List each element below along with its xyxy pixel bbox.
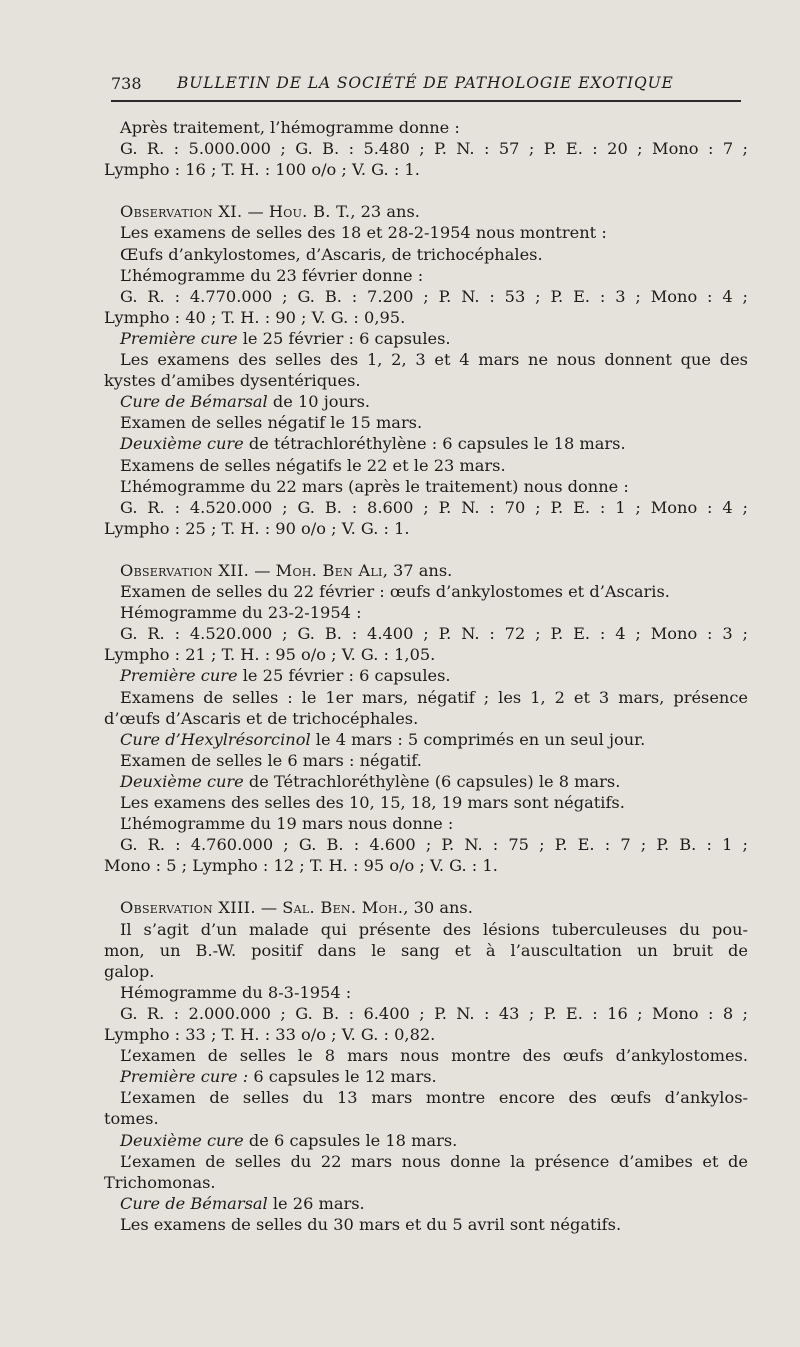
patient-name: Sal. Ben. Moh. (282, 898, 404, 918)
paragraph-gap (104, 876, 748, 897)
text-line: L’hémogramme du 19 mars nous donne : (120, 814, 454, 834)
text-line: Examens de selles négatifs le 22 et le 23 mars. (120, 455, 506, 475)
text-line: Lympho : 33 ; T. H. : 33 o/o ; V. G. : 0,82. (104, 1025, 436, 1045)
text-line: Lympho : 25 ; T. H. : 90 o/o ; V. G. : 1. (104, 518, 410, 538)
line-text: de tétrachloréthylène : 6 capsules le 18 mars. (243, 434, 626, 454)
observation-heading (104, 897, 748, 918)
text-line: Il s’agit d’un malade qui présente des lésions tuberculeuses du pou- (120, 919, 748, 939)
body-text (104, 117, 748, 1235)
line-text: de 6 capsules le 18 mars. (243, 1130, 458, 1150)
patient-name: Hou. B. T. (268, 202, 351, 222)
observation-label: Observation XII. (120, 560, 250, 580)
text-line: G. R. : 4.760.000 ; G. B. : 4.600 ; P. N. : 75 ; P. E. : 7 ; P. B. : 1 ; (120, 835, 748, 855)
text-line: G. R. : 2.000.000 ; G. B. : 6.400 ; P. N. : 43 ; P. E. : 16 ; Mono : 8 ; (120, 1003, 748, 1023)
treatment-label: Deuxième cure (120, 771, 244, 791)
text-line: L’examen de selles du 13 mars montre encore des œufs d’ankylos- (120, 1088, 748, 1108)
text-line: Les examens des selles des 10, 15, 18, 19 mars sont négatifs. (120, 793, 625, 812)
text-line: mon, un B.-W. positif dans le sang et à l’auscultation un bruit de (104, 940, 748, 960)
text-line: Les examens de selles des 18 et 28-2-1954 nous montrent : (120, 223, 607, 243)
text-line: G. R. : 4.770.000 ; G. B. : 7.200 ; P. N. : 53 ; P. E. : 3 ; Mono : 4 ; (120, 286, 748, 306)
text-line (104, 328, 748, 349)
line-text: 6 capsules le 12 mars. (248, 1067, 437, 1087)
treatment-label: Cure d’Hexylrésorcinol (120, 729, 311, 749)
text-line: L’examen de selles du 22 mars nous donne la présence d’amibes et de (120, 1151, 748, 1171)
text-line: Œufs d’ankylostomes, d’Ascaris, de trichocéphales. (120, 244, 543, 264)
text-line: Hémogramme du 8-3-1954 : (120, 982, 352, 1002)
header-rule (111, 100, 741, 102)
paragraph-gap (104, 539, 748, 560)
treatment-label: Première cure (120, 666, 238, 686)
text-line: kystes d’amibes dysentériques. (104, 371, 361, 391)
text-line: Lympho : 40 ; T. H. : 90 ; V. G. : 0,95. (104, 307, 406, 327)
line-text: de 10 jours. (267, 392, 371, 412)
text-line: Examen de selles négatif le 15 mars. (120, 413, 423, 433)
heading-dash: — (255, 898, 283, 918)
text-line (104, 1193, 748, 1214)
text-line: Mono : 5 ; Lympho : 12 ; T. H. : 95 o/o ; V. G. : 1. (104, 856, 498, 876)
text-line: L’examen de selles le 8 mars nous montre des œufs d’ankylostomes. (120, 1046, 748, 1066)
patient-name: Moh. Ben Ali (275, 560, 383, 580)
running-title: BULLETIN DE LA SOCIÉTÉ DE PATHOLOGIE EXOTIQUE (177, 74, 674, 92)
line-text: le 25 février : 6 capsules. (237, 328, 451, 348)
page-number: 738 (111, 74, 142, 93)
line-text: le 26 mars. (267, 1193, 365, 1213)
text-line (104, 391, 748, 412)
text-line: Lympho : 16 ; T. H. : 100 o/o ; V. G. : 1. (104, 160, 420, 180)
observation-label: Observation XI. (120, 202, 243, 222)
treatment-label: Cure de Bémarsal (120, 1193, 268, 1213)
observation-heading (104, 560, 748, 581)
text-line: Trichomonas. (104, 1172, 216, 1192)
line-text: le 25 février : 6 capsules. (237, 666, 451, 686)
text-line: G. R. : 5.000.000 ; G. B. : 5.480 ; P. N. : 57 ; P. E. : 20 ; Mono : 7 ; (120, 139, 748, 159)
treatment-label: Deuxième cure (120, 1130, 244, 1150)
text-line (104, 1066, 748, 1087)
treatment-label: Première cure (120, 328, 238, 348)
text-line: Hémogramme du 23-2-1954 : (120, 603, 362, 623)
line-text: le 4 mars : 5 comprimés en un seul jour. (310, 729, 646, 749)
line-text: de Tétrachloréthylène (6 capsules) le 8 mars. (243, 771, 621, 791)
text-line (104, 729, 748, 750)
text-line: G. R. : 4.520.000 ; G. B. : 8.600 ; P. N. : 70 ; P. E. : 1 ; Mono : 4 ; (120, 497, 748, 517)
text-line: galop. (104, 961, 155, 981)
text-line: Lympho : 21 ; T. H. : 95 o/o ; V. G. : 1,05. (104, 645, 436, 665)
text-line: L’hémogramme du 23 février donne : (120, 265, 424, 285)
patient-details: , 30 ans. (403, 898, 473, 918)
paragraph-gap (104, 180, 748, 201)
text-line: L’hémogramme du 22 mars (après le traitement) nous donne : (120, 476, 629, 496)
patient-details: , 37 ans. (382, 560, 453, 580)
heading-dash: — (242, 202, 269, 222)
treatment-label: Cure de Bémarsal (120, 392, 268, 412)
text-line: Les examens des selles des 1, 2, 3 et 4 mars ne nous donnent que des (120, 350, 748, 370)
text-line (104, 771, 748, 792)
text-line (104, 665, 748, 686)
text-line: Examen de selles du 22 février : œufs d’ankylostomes et d’Ascaris. (120, 582, 670, 602)
treatment-label: Première cure : (120, 1067, 249, 1087)
text-line: G. R. : 4.520.000 ; G. B. : 4.400 ; P. N. : 72 ; P. E. : 4 ; Mono : 3 ; (120, 624, 748, 644)
text-line: tomes. (104, 1109, 159, 1129)
text-line: Examens de selles : le 1er mars, négatif ; les 1, 2 et 3 mars, présence (120, 687, 748, 707)
text-line (104, 1130, 748, 1151)
observation-label: Observation XIII. (120, 898, 256, 918)
patient-details: , 23 ans. (350, 202, 420, 222)
page-header (111, 74, 741, 98)
text-line: Examen de selles le 6 mars : négatif. (120, 750, 422, 770)
text-line: Après traitement, l’hémogramme donne : (120, 118, 460, 137)
treatment-label: Deuxième cure (120, 434, 244, 454)
text-line: Les examens de selles du 30 mars et du 5 avril sont négatifs. (120, 1214, 622, 1234)
heading-dash: — (249, 560, 276, 580)
text-line (104, 433, 748, 454)
observation-heading (104, 201, 748, 222)
text-line: d’œufs d’Ascaris et de trichocéphales. (104, 708, 419, 728)
